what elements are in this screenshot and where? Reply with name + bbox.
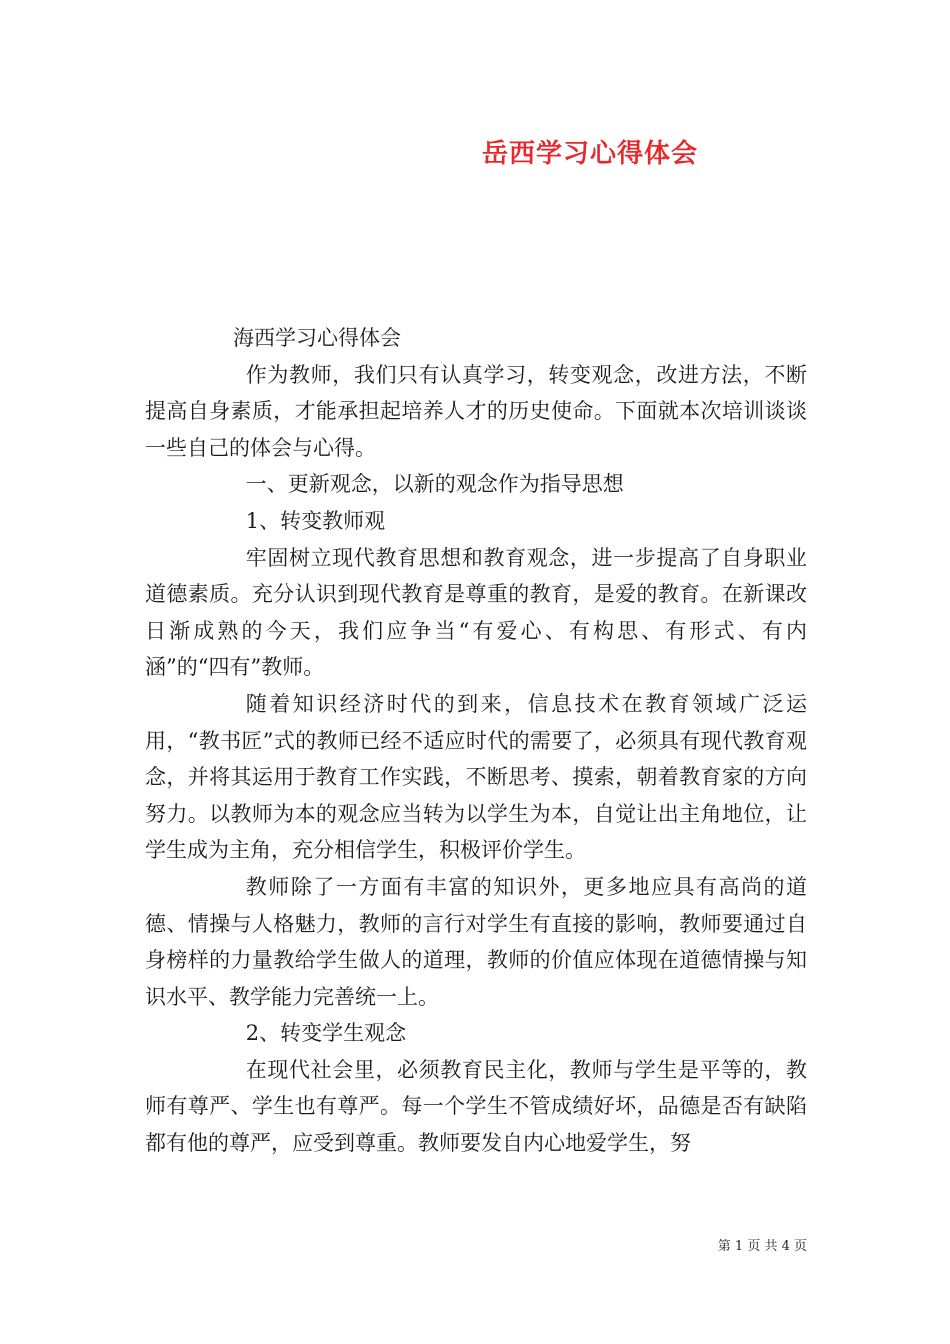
paragraph: 随着知识经济时代的到来，信息技术在教育领域广泛运用，“教书匠”式的教师已经不适应时代的需要了，必须具有现代教育观念，并将其运用于教育工作实践，不断思考、摸索，朝着教育家的方向努力。以教师为本的观念应当转为以学生为本，自觉让出主角地位，让学生成为主角，充分相信学生，积极评价学生。 xyxy=(145,691,807,863)
page-number-footer: 第 1 页 共 4 页 xyxy=(717,1239,807,1254)
subsection-heading: 2、转变学生观念 xyxy=(245,1021,407,1046)
document-subtitle: 海西学习心得体会 xyxy=(233,326,401,350)
paragraph: 作为教师，我们只有认真学习，转变观念，改进方法，不断提高自身素质，才能承担起培养人才的历史使命。下面就本次培训谈谈一些自己的体会与心得。 xyxy=(145,362,807,460)
section-heading: 一、更新观念，以新的观念作为指导思想 xyxy=(245,472,624,497)
paragraph: 在现代社会里，必须教育民主化，教师与学生是平等的，教师有尊严、学生也有尊严。每一个学生不管成绩好坏，品德是否有缺陷都有他的尊严，应受到尊重。教师要发自内心地爱学生，努 xyxy=(145,1057,807,1156)
document-title: 岳西学习心得体会 xyxy=(481,139,698,169)
subsection-heading: 1、转变教师观 xyxy=(245,508,386,533)
paragraph: 教师除了一方面有丰富的知识外，更多地应具有高尚的道德、情操与人格魅力，教师的言行对学生有直接的影响，教师要通过自身榜样的力量教给学生做人的道理，教师的价值应体现在道德情操与知识水平、教学能力完善统一上。 xyxy=(145,874,807,1009)
document-body xyxy=(145,320,807,1162)
paragraph: 牢固树立现代教育思想和教育观念，进一步提高了自身职业道德素质。充分认识到现代教育是尊重的教育，是爱的教育。在新课改日渐成熟的今天，我们应争当“有爱心、有构思、有形式、有内涵”的“四有”教师。 xyxy=(145,545,807,680)
